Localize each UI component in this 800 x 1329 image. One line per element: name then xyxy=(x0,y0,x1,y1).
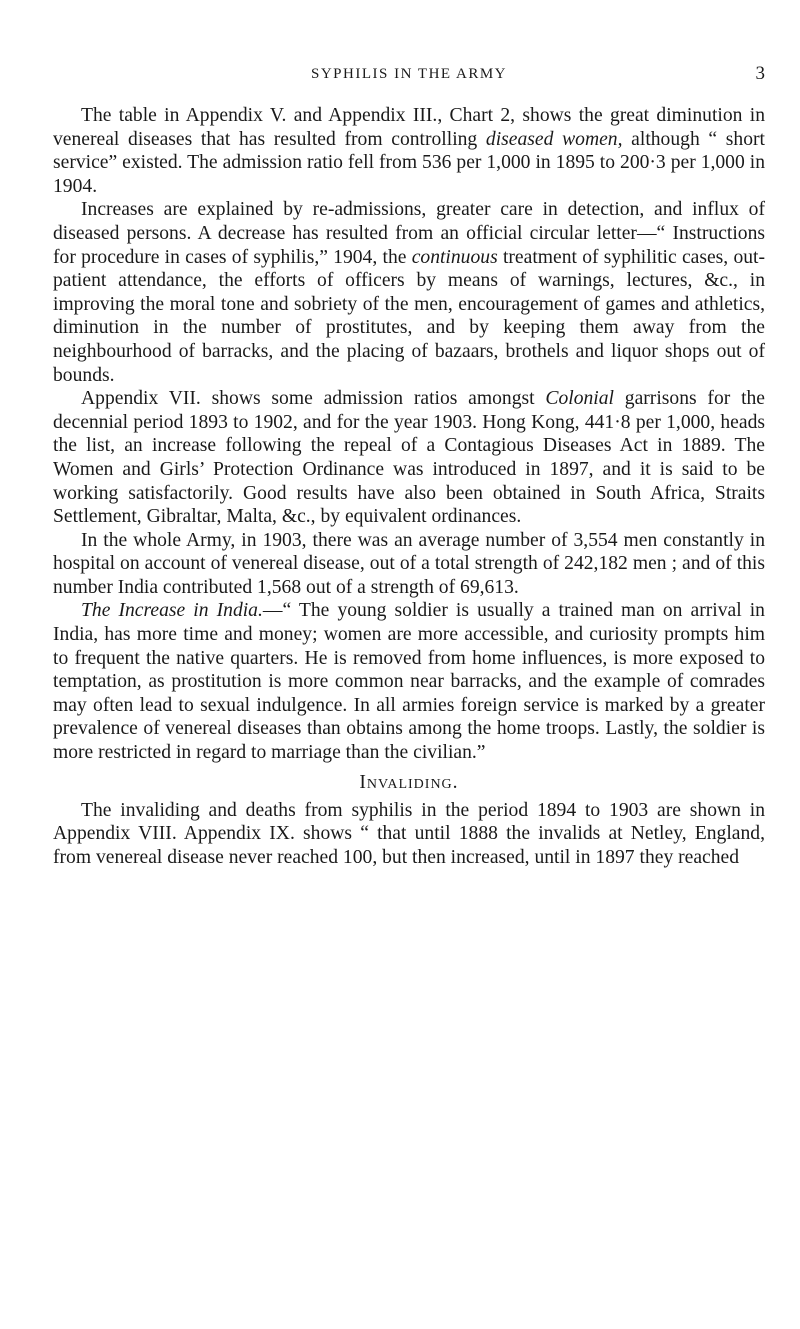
italic-text: continuous xyxy=(411,246,498,268)
text-run: The invaliding and deaths from syphilis in the period 1894 to 1903 are shown in Appendix VIII. Appendix IX. shows “ that until 1888 the invalids at Netley, England, from venereal disease never reached 100, but then increased, until in 1897 they reached xyxy=(53,799,765,868)
paragraph xyxy=(53,799,765,870)
running-head xyxy=(53,62,765,90)
page-number: 3 xyxy=(755,63,765,84)
running-title: SYPHILIS IN THE ARMY xyxy=(311,66,507,82)
italic-text: Colonial xyxy=(545,388,614,410)
text-run: although “ short service” existed. The admission ratio fell from 536 per 1,000 in 1895 to 200·3 per 1,000 in 1904. xyxy=(53,128,765,197)
paragraph xyxy=(53,198,765,387)
text-run: In the whole Army, in 1903, there was an average number of 3,554 men constantly in hospital on account of venereal disease, out of a total strength of 242,182 men ; and of this number India contributed 1,568 out of a strength of 69,613. xyxy=(53,529,765,598)
text-run: Appendix VII. shows some admission ratios amongst xyxy=(81,388,546,410)
text-run: Increases are explained by re-admissions, greater care in detection, and influx of diseased persons. A decrease has resulted from an official circular letter—“ Instructions for procedure in cases of syphilis,” 1904, the xyxy=(53,199,765,268)
paragraph xyxy=(53,387,765,529)
italic-text: The Increase in India. xyxy=(81,600,263,622)
text-run: garrisons for the decennial period 1893 to 1902, and for the year 1903. Hong Kong, 441·8 per 1,000, heads the list, an increase following the repeal of a Contagious Diseases Act in 1889. The Women and Girls’ Protection Ordinance was introduced in 1897, and it is said to be working satisfactorily. Good results have also been obtained in South Africa, Straits Settlement, Gibraltar, Malta, &c., by equivalent ordinances. xyxy=(53,388,766,528)
paragraph xyxy=(53,599,765,764)
text-run: treatment of syphilitic cases, out-patient attendance, the efforts of officers by means of warnings, lectures, &c., in improving the moral tone and sobriety of the men, encouragement of games and athletics, diminution in the number of prostitutes, and by keeping them away from the neighbourhood of barracks, and the placing of bazaars, brothels and liquor shops out of bounds. xyxy=(53,246,766,386)
text-run: —“ The young soldier is usually a trained man on arrival in India, has more time and money; women are more accessible, and curiosity prompts him to frequent the native quarters. He is removed from home influences, is more exposed to temptation, as prostitution is more common near barracks, and the example of comrades may often lead to sexual indulgence. In all armies foreign service is marked by a greater prevalence of venereal diseases than obtains among the home troops. Lastly, the soldier is more restricted in regard to marriage than the civilian.” xyxy=(53,600,765,764)
paragraph xyxy=(53,104,765,198)
body-text xyxy=(53,104,765,869)
text-run: The table in Appendix V. and Appendix III., Chart 2, shows the great diminution in venereal diseases that has resulted from controlling xyxy=(53,105,765,150)
italic-text: diseased women, xyxy=(485,128,623,150)
paragraph xyxy=(53,529,765,600)
book-page xyxy=(53,62,765,869)
section-heading: Invaliding. xyxy=(359,771,459,793)
